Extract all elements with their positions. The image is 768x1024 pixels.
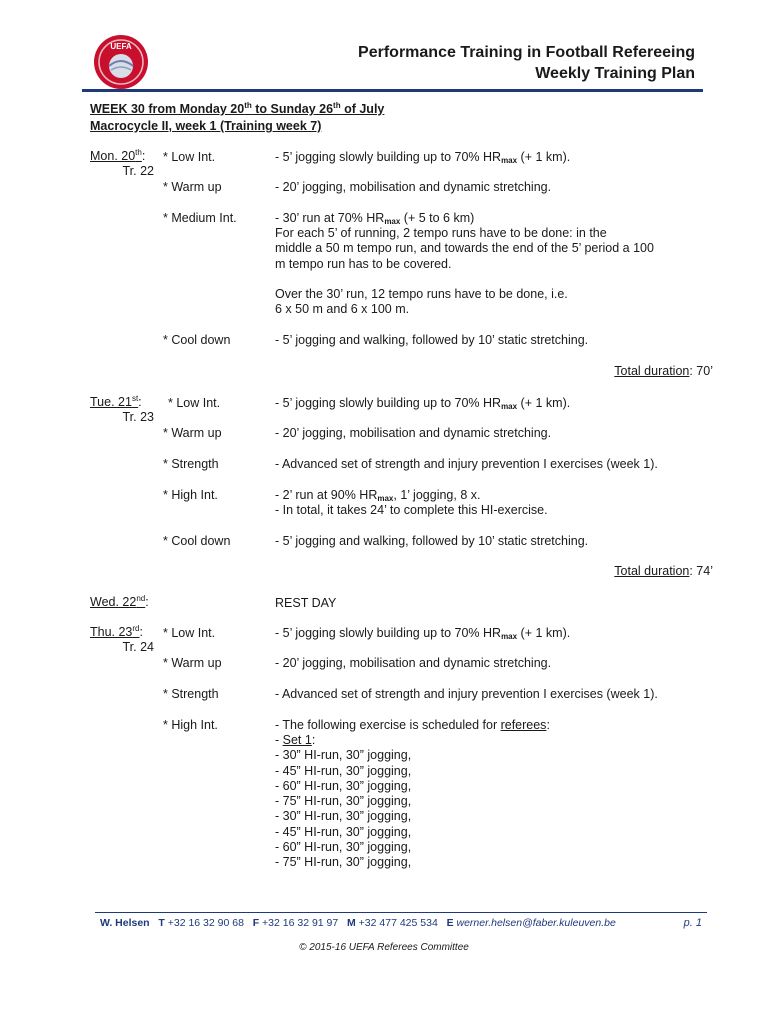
activity-name: * Cool down: [163, 333, 231, 347]
activity-name: * Medium Int.: [163, 211, 237, 225]
activity-desc: - The following exercise is scheduled for referees:: [275, 718, 550, 732]
set-item: - 45” HI-run, 30” jogging,: [275, 764, 412, 778]
set-item: - 75” HI-run, 30” jogging,: [275, 794, 412, 808]
activity-desc: - Advanced set of strength and injury prevention I exercises (week 1).: [275, 457, 658, 471]
set-item: - 75” HI-run, 30” jogging,: [275, 855, 412, 869]
day-label-monday: Mon. 20th: Tr. 22: [90, 148, 154, 178]
activity-name: * Warm up: [163, 180, 222, 194]
activity-name: * Low Int.: [163, 626, 216, 640]
activity-desc: - 2’ run at 90% $HR_{max}$, 1’ jogging, 8 x.: [275, 488, 481, 503]
document-title: Performance Training in Football Refereeing: [358, 44, 695, 61]
activity-desc: - 5’ jogging slowly building up to 70% $HR_{max}$ (+ 1 km).: [275, 396, 571, 411]
header-divider: [82, 89, 703, 92]
set-label: - Set 1:: [275, 733, 316, 747]
page-number: p. 1: [683, 917, 702, 929]
footer-mobile: +32 477 425 534: [358, 917, 438, 929]
activity-desc: - 20’ jogging, mobilisation and dynamic stretching.: [275, 656, 552, 670]
week-heading: WEEK 30 from Monday 20th to Sunday 26th of July: [90, 101, 385, 116]
activity-name: * Warm up: [163, 426, 222, 440]
activity-desc: - 5’ jogging slowly building up to 70% $HR_{max}$ (+ 1 km).: [275, 150, 571, 165]
day-label-tuesday: Tue. 21st: Tr. 23: [90, 394, 154, 424]
activity-name: * Strength: [163, 687, 219, 701]
activity-desc: - 30’ run at 70% $HR_{max}$ (+ 5 to 6 km): [275, 211, 475, 226]
macrocycle-heading: Macrocycle II, week 1 (Training week 7): [90, 119, 322, 133]
footer-name: W. Helsen: [100, 917, 150, 929]
logo-text: UEFA: [110, 42, 132, 51]
activity-desc: - 20’ jogging, mobilisation and dynamic stretching.: [275, 426, 552, 440]
day-label-wednesday: Wed. 22nd:: [90, 594, 149, 609]
activity-name: * Strength: [163, 457, 219, 471]
activity-desc-line: Over the 30’ run, 12 tempo runs have to be done, i.e.: [275, 287, 568, 301]
activity-name: * High Int.: [163, 488, 218, 502]
set-item: - 30” HI-run, 30” jogging,: [275, 748, 412, 762]
total-duration: Total duration: 74’: [614, 564, 713, 578]
activity-name: * High Int.: [163, 718, 218, 732]
day-label-thursday: Thu. 23rd: Tr. 24: [90, 624, 154, 654]
footer-email[interactable]: werner.helsen@faber.kuleuven.be: [456, 917, 616, 929]
activity-name: * Warm up: [163, 656, 222, 670]
activity-name: * Cool down: [163, 534, 231, 548]
activity-desc-line: 6 x 50 m and 6 x 100 m.: [275, 302, 410, 316]
activity-desc: - Advanced set of strength and injury prevention I exercises (week 1).: [275, 687, 658, 701]
activity-desc-line: - In total, it takes 24’ to complete this HI-exercise.: [275, 503, 548, 517]
footer-divider: [95, 912, 707, 913]
activity-desc: - 5’ jogging and walking, followed by 10’ static stretching.: [275, 534, 589, 548]
activity-desc: - 5’ jogging slowly building up to 70% $HR_{max}$ (+ 1 km).: [275, 626, 571, 641]
activity-desc-line: m tempo run has to be covered.: [275, 257, 452, 271]
activity-desc-line: middle a 50 m tempo run, and towards the end of the 5’ period a 100: [275, 241, 654, 255]
activity-name: * Low Int.: [163, 150, 216, 164]
footer-phone: +32 16 32 90 68: [167, 917, 244, 929]
footer-fax: +32 16 32 91 97: [262, 917, 339, 929]
set-item: - 60” HI-run, 30” jogging,: [275, 779, 412, 793]
set-item: - 60” HI-run, 30” jogging,: [275, 840, 412, 854]
activity-desc: - 20’ jogging, mobilisation and dynamic stretching.: [275, 180, 552, 194]
set-item: - 30” HI-run, 30” jogging,: [275, 809, 412, 823]
document-subtitle: Weekly Training Plan: [535, 65, 695, 82]
uefa-logo: [93, 34, 149, 90]
activity-desc: - 5’ jogging and walking, followed by 10’ static stretching.: [275, 333, 589, 347]
copyright: © 2015-16 UEFA Referees Committee: [299, 942, 469, 953]
footer-contact: W. Helsen T +32 16 32 90 68 F +32 16 32 91 97 M +32 477 425 534 E werner.helsen@faber.kuleuven.be: [100, 917, 616, 929]
rest-day-label: REST DAY: [275, 596, 337, 610]
total-duration: Total duration: 70’: [614, 364, 713, 378]
activity-name: * Low Int.: [168, 396, 221, 410]
activity-desc-line: For each 5’ of running, 2 tempo runs have to be done: in the: [275, 226, 607, 240]
set-item: - 45” HI-run, 30” jogging,: [275, 825, 412, 839]
